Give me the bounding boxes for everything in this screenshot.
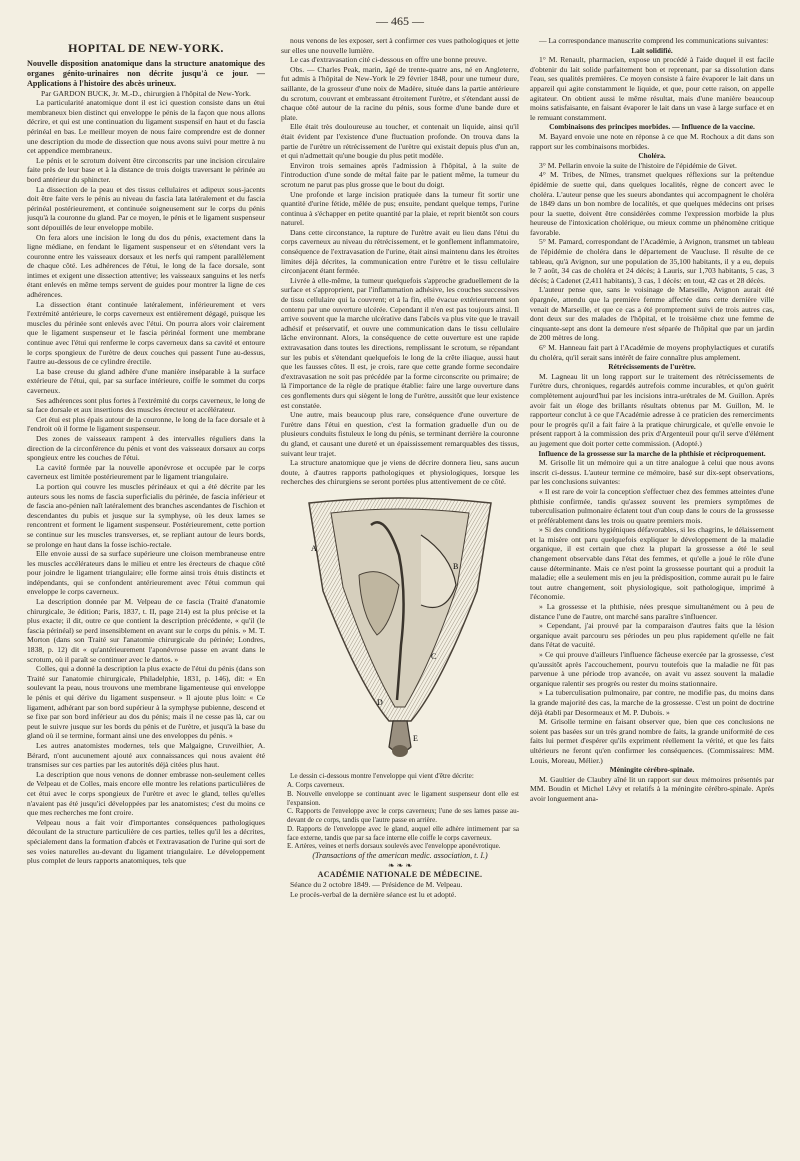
body-paragraph: Ses adhérences sont plus fortes à l'extrémité du corps caverneux, le long de sa face dorsale et aux insertions des muscles érecteur et accélérateur.: [27, 395, 265, 415]
body-paragraph: L'auteur pense que, sans le voisinage de Marseille, Avignon aurait été épargnée, attendu que la première femme affectée dans cette dernière ville venait de Marseille, et que ce cas a été promptement suivi de trois autres cas, dont deux sur des malades de l'hôpital, et le troisième chez une femme de cinquante-sept ans dont la demeure n'est séparée de l'hôpital que par un jardin de 200 mètres de long.: [530, 285, 774, 343]
source-citation: (Transactions of the american medic. association, t. I.): [312, 851, 488, 861]
body-paragraph: La description que nous venons de donner embrasse non-seulement celles de Velpeau et de Colles, mais encore elle montre les relations particulières de cet étui avec le corps spongieux de l'urètre et avec le gland, telles qu'elles n'avaient pas été jusqu'ici développées par les anatomistes; c'est du moins ce que mes recherches me font croire.: [27, 769, 265, 818]
body-paragraph: M. Gaultier de Claubry aîné lit un rapport sur deux mémoires présentés par MM. Boudin et Michel Lévy et relatifs à la méningite cérébro-spinale. Après avoir longuement ana-: [530, 774, 774, 803]
subsection-heading: Méningite cérébro-spinale.: [609, 765, 695, 775]
body-paragraph: 1° M. Renault, pharmacien, expose un procédé à l'aide duquel il est facile d'obtenir du lait solide parfaitement bon et reprenant, par sa dissolution dans l'eau, ses qualités premières. Ce moyen consiste à faire évaporer le lait dans un appareil qui agite constamment le liquide, et que, pour cette raison, on appelle agitateur. On obtient aussi le même résultat, mais d'une manière beaucoup moins satisfaisante, en faisant évaporer le lait dans un vase à large surface et en le remuant constamment.: [530, 55, 774, 122]
body-paragraph: Le pénis et le scrotum doivent être circonscrits par une incision circulaire faite près de leur base et à la distance de trois doigts traversant le périnée au bord antérieur du sphincter.: [27, 155, 265, 184]
legend-item: D. Rapports de l'enveloppe avec le gland, auquel elle adhère intimement par sa face externe, tandis que par sa face interne elle coiffe le corps caverneux.: [287, 824, 519, 842]
legend-item: B. Nouvelle enveloppe se continuant avec le ligament suspenseur dont elle est l'expansion.: [287, 789, 519, 807]
anatomical-illustration: [281, 495, 519, 767]
body-paragraph: La description donnée par M. Velpeau de ce fascia (Traité d'anatomie chirurgicale, 3e édition; Paris, 1837, t. II, page 214) est la plus précise et la plus exacte; il dit, outre ce que contient la description précédente, « qu'il (le fascia périnéal) se perd insensiblement en avant sur le corps du pénis. » M. T. Morton (dans son Traité sur l'anatomie chirurgicale du périnée; Londres, 1838, p. 12) dit « qu'antérieurement l'aponévrose passe en avant dans le scrotum, où il paraît se continuer avec le dartos. »: [27, 597, 265, 664]
body-paragraph: Une profonde et large incision pratiquée dans la tumeur fit sortir une quantité d'urine fétide, mêlée de pus; ensuite, pendant quelque temps, l'urine continua à s'échapper en petite quantité par la plaie, et reprit bientôt son cours naturel.: [281, 189, 519, 228]
body-paragraph: Les autres anatomistes modernes, tels que Malgaigne, Cruveilhier, A. Bérard, n'ont aucunement ajouté aux connaissances qui nous avaient été transmises sur ces parties par les autorités déjà citées plus haut.: [27, 740, 265, 770]
body-paragraph: » Si des conditions hygiéniques défavorables, si les chagrins, le délaissement et la misère ont paru quelquefois expliquer le développement de la maladie organique, il est certain que chez la plupart la grossesse a été le seul changement observable dans l'état des femmes, et qu'elle a joué le rôle d'une cause déterminante. Mais ce n'est point la grossesse pourtant qui a produit la maladie; elle a seulement mis en jeu la prédisposition, comme aurait pu le faire tout autre changement, soit physiologique, soit pathologique, imprimé à l'économie.: [530, 525, 774, 602]
body-paragraph: La dissection étant continuée latéralement, inférieurement et vers l'extrémité antérieure, le corps caverneux est entièrement dégagé, puisque les muscles du périnée sont enlevés avec l'étui. On pourra alors voir clairement que le ligament suspenseur et le fascia périnéal forment une membrane continue avec l'étui qui renferme le corps caverneux dans sa cavité et entoure le corps spongieux de l'urètre de deux couches qui passent l'une au-dessus, l'autre au-dessous de ce cylindre érectile.: [27, 299, 265, 367]
correspondence-sections: [530, 46, 774, 804]
article-title: Nouvelle disposition anatomique dans la structure anatomique des organes génito-urinaires non décrite jusqu'à ce jour. — Applications à l'histoire des abcès urineux.: [27, 58, 265, 88]
fig-label-a: A: [311, 543, 317, 553]
body-paragraph: M. Lagneau lit un long rapport sur le traitement des rétrécissements de l'urètre durs, chroniques, regardés autrefois comme incurables, et qu'on guérit complètement aujourd'hui par les incisions intra-urétrales de M. Guillon. Après avoir fait un éloge des brillants résultats obtenus par M. Guillon, M. le rapporteur conclut à ce que l'Académie adresse à ce praticien des remerciments pour le progrès qu'il a fait faire à la pratique chirurgicale, et qu'elle envoie le présent rapport à la commission des prix d'Argenteuil pour qu'il serve d'élément au jugement que doit porter cette commission. (Adopté.): [530, 371, 774, 448]
session-line: Séance du 2 octobre 1849. — Présidence de M. Velpeau.: [290, 880, 463, 890]
subsection-heading: Choléra.: [638, 151, 666, 161]
body-paragraph: Une autre, mais beaucoup plus rare, conséquence d'une ouverture de l'urètre dans l'étui en question, c'est la formation graduelle d'un ou de plusieurs conduits fistuleux le long du pénis, se terminant derrière la couronne du gland, et causant une dureté et un épaississement remarquables des tissus, suivant leur trajet.: [281, 410, 519, 458]
article-body: [27, 98, 265, 866]
body-paragraph: M. Grisolle lit un mémoire qui a un titre analogue à celui que nous avons inscrit ci-dessus. L'auteur termine ce mémoire, basé sur dix-sept observations, par les conclusions suivantes:: [530, 458, 774, 487]
body-paragraph: Obs. — Charles Peak, marin, âgé de trente-quatre ans, né en Angleterre, fut admis à l'hôpital de New-York le 29 février 1848, pour une tumeur dure, saillante, de la grosseur d'une noix de Madère, située dans la partie antérieure du scrotum, couvrant et embrassant étroitement l'urètre, et s'étendant aussi de chaque côté autour de la racine du pénis, sous forme d'une bande dure et plate.: [281, 64, 519, 122]
body-paragraph: Dans cette circonstance, la rupture de l'urètre avait eu lieu dans l'étui du corps caverneux au niveau du rétrécissement, et le gonflement inflammatoire, conséquence de l'extravasation de l'urine, était ainsi maintenu dans les étroites limites déjà décrites, la communication entre l'urètre et le tissu cellulaire circonjacent étant fermée.: [281, 227, 519, 276]
body-paragraph: La base creuse du gland adhère d'une manière inséparable à la surface extérieure de l'étui, qui, par sa surface intérieure, coiffe le sommet du corps caverneux.: [27, 366, 265, 395]
body-paragraph: Environ trois semaines après l'admission à l'hôpital, à la suite de l'introduction d'une sonde de métal faite par le patient même, la tumeur du scrotum ne parut pas plus grosse que le bout du doigt.: [281, 160, 519, 189]
page-number: — 465 —: [376, 14, 424, 28]
legend-item: C. Rapports de l'enveloppe avec le corps caverneux; l'une de ses lames passe au-devant de ce corps, tandis que l'autre passe en arrière.: [287, 807, 519, 825]
ornament-divider: ❧ ❧ ❧: [387, 860, 413, 870]
column-right: [530, 36, 774, 1152]
subsection-heading: Influence de la grossesse sur la marche de la phthisie et réciproquement.: [538, 448, 766, 458]
body-paragraph: 3° M. Pellarin envoie la suite de l'histoire de l'épidémie de Givet.: [539, 160, 737, 170]
body-paragraph: Elle était très douloureuse au toucher, et contenait un liquide, ainsi qu'il était évident par l'existence d'une fluctuation profonde. On trouva dans la partie de l'urètre un rétrécissement de l'urètre qui existait depuis plus d'un an, et qui n'admettait qu'une bougie du plus petit modèle.: [281, 122, 519, 161]
body-paragraph: Des zones de vaisseaux rampent à des intervalles réguliers dans la direction de la circonférence du pénis et vont des vaisseaux dorsaux au corps spongieux entre les couches de l'étui.: [27, 433, 265, 463]
academy-heading: ACADÉMIE NATIONALE DE MÉDECINE.: [317, 870, 483, 880]
fig-label-c: C: [431, 651, 437, 661]
legend-item: E. Artères, veines et nerfs dorsaux soulevés avec l'enveloppe aponévrotique.: [287, 842, 501, 851]
fig-label-e: E: [413, 733, 418, 743]
penis-sheath-figure: [281, 495, 519, 767]
body-paragraph: La particularité anatomique dont il est ici question consiste dans un étui membraneux bien distinct qui enveloppe le pénis de la façon que nous allons décrire, et qui est une continuation du ligament suspensif en haut et du fascia périnéal en bas. Le meilleur moyen de nous faire comprendre est de donner une description du mode de dissection que nous avons suivi pour mettre à nu cet appendice membraneux.: [27, 98, 265, 156]
fig-label-b: B: [453, 561, 459, 571]
article-author: Par GARDON BUCK, Jr. M.-D., chirurgien à l'hôpital de New-York.: [41, 88, 251, 98]
body-paragraph: Colles, qui a donné la description la plus exacte de l'étui du pénis (dans son Traité sur l'anatomie chirurgicale, Philadelphie, 1831, p. 146), dit: « En soulevant la peau, nous trouvons une membrane ligamenteuse qui enveloppe le pénis et qui dérive du ligament suspenseur. » Il ajoute plus loin: « Ce ligament, adhérant par son bord supérieur à la symphyse pubienne, descend et se fixe par son bord inférieur au dos du pénis; mais il ne cesse pas là, car ou peut le suivre jusque sur les bords du pénis et de l'urètre, et jusqu'à la base du gland où il se termine, formant ainsi une des enveloppes du pénis. »: [27, 664, 265, 741]
subsection-heading: Combinaisons des principes morbides. — Influence de la vaccine.: [549, 122, 755, 132]
body-paragraph: » La tuberculisation pulmonaire, par contre, ne modifie pas, du moins dans la grande majorité des cas, la marche de la grossesse. C'est un point de doctrine déjà établi par Desormeaux et M. P. Dubois. »: [530, 688, 774, 717]
correspondence-intro: — La correspondance manuscrite comprend les communications suivantes:: [539, 36, 769, 45]
figure-caption: Le dessin ci-dessous montre l'enveloppe qui vient d'être décrite:: [290, 771, 474, 780]
body-paragraph: La structure anatomique que je viens de décrire donnera lieu, sans aucun doute, à d'autres rapports pathologiques et physiologiques, lorsque les recherches des chirurgiens se seront portées plus attentivement de ce côté.: [281, 458, 519, 487]
body-paragraph: 4° M. Tribes, de Nîmes, transmet quelques réflexions sur la prétendue épidémie de suette qui, dans quelques localités, règne de concert avec le choléra. L'auteur pense que les sueurs abondantes qui accompagnent le choléra de 1849 dans un bon nombre de localités, et que quelques médecins ont prises pour la suette, doivent être considérées comme l'expression morbide la plus heureuse de l'intoxication cholérique, ou mieux comme un phénomène critique favorable.: [530, 170, 774, 237]
figure-caption-block: [281, 772, 519, 781]
minutes-line: Le procès-verbal de la dernière séance est lu et adopté.: [290, 889, 457, 899]
column-middle: [281, 36, 519, 1152]
body-paragraph: Cet étui est plus épais autour de la couronne, le long de la face dorsale et à l'endroit où il forme le ligament suspenseur.: [27, 414, 265, 434]
body-paragraph: Elle envoie aussi de sa surface supérieure une cloison membraneuse entre les muscles accélérateurs dans le milieu et entre les érecteurs de chaque côté pour joindre le ligament triangulaire; elle forme ainsi trois étuis distincts et indépendants, qui se confondent antérieurement avec l'étui commun qui enveloppe le corps caverneux.: [27, 549, 265, 597]
legend-item: A. Corps caverneux.: [287, 780, 345, 789]
subsection-heading: Lait solidifié.: [631, 45, 673, 55]
body-paragraph: nous venons de les exposer, sert à confirmer ces vues pathologiques et jette sur elles une nouvelle lumière.: [281, 36, 519, 55]
body-paragraph: La cavité formée par la nouvelle aponévrose et occupée par le corps caverneux est limitée postérieurement par le ligament triangulaire.: [27, 462, 265, 482]
body-paragraph: La dissection de la peau et des tissus cellulaires et adipeux sous-jacents doit être faite vers le pénis au niveau du fascia lata latéralement et du fascia périnéal postérieurement, et continuée soigneusement sur le corps du pénis jusqu'à la couronne du gland. Par ce moyen, le pénis et le ligament suspenseur sont dépouillés de leur enveloppe mobile.: [27, 184, 265, 232]
body-paragraph: Le cas d'extravasation cité ci-dessous en offre une bonne preuve.: [290, 55, 487, 65]
body-paragraph: On fera alors une incision le long du dos du pénis, exactement dans la ligne médiane, en fendant le ligament suspenseur et en s'étendant vers la couronne entre les vaisseaux dorsaux et les nerfs qui rampent parallèlement de chaque côté. Les adhérences de l'étui, le long de la face dorsale, sont intimes et exigent une dissection attentive; les vaisseaux sanguins et les nerfs étant enlevés en même temps servent de guides pour montrer la ligne de ces adhérences.: [27, 232, 265, 300]
article-continuation: [281, 36, 519, 487]
subsection-heading: Rétrécissements de l'urètre.: [608, 362, 696, 372]
body-paragraph: La portion qui couvre les muscles périnéaux et qui a été décrite par les auteurs sous les noms de fascia superficialis du périnée, de fascia inférieur et de fascia ano-pénien naît latéralement des branches ascendantes de l'ischion et descendantes du pubis et jusque sur la symphyse, où les deux lames se rencontrent et forment le ligament suspenseur. Postérieurement, cette portion se continue sur les muscles transverses, et, se repliant autour de leurs bords, se prolonge en haut dans la fosse ischio-rectale.: [27, 481, 265, 549]
body-paragraph: 6° M. Hanneau fait part à l'Académie de moyens prophylactiques et curatifs du choléra, qu'il serait sans intérêt de faire connaître plus amplement.: [530, 343, 774, 362]
body-paragraph: M. Grisolle termine en faisant observer que, bien que ces conclusions ne soient pas basées sur un très grand nombre de faits, la grande uniformité de ces faits lui permet d'espérer qu'ils expriment réellement la vérité, et que les faits ultérieurs ne feront qu'en confirmer les conséquences. (Commissaires: MM. Louis, Moreau, Mélier.): [530, 717, 774, 765]
figure-legend: [281, 781, 519, 851]
body-paragraph: « Il est rare de voir la conception s'effectuer chez des femmes atteintes d'une phthisie confirmée, tandis qu'assez souvent les premiers symptômes de tuberculisation pulmonaire éclatent tout d'un coup dans le cours de la grossesse et préférablement dans les trois ou quatre premiers mois.: [530, 486, 774, 525]
column-left: [27, 36, 265, 1152]
body-paragraph: » Ce qui prouve d'ailleurs l'influence fâcheuse exercée par la grossesse, c'est qu'aussitôt après l'accouchement, pourvu toutefois que la maladie ne fût pas parvenue à une période trop avancée, on avait vu assez souvent la maladie organique ralentir ses progrès ou rester du moins stationnaire.: [530, 650, 774, 688]
fig-label-d: D: [377, 697, 383, 707]
section-heading-hopital: HOPITAL DE NEW-YORK.: [68, 41, 224, 55]
body-paragraph: » Cependant, j'ai prouvé par la comparaison d'autres faits que la lésion organique avait parcouru ses périodes un peu plus rapidement qu'elle ne fait dans l'état de vacuité.: [530, 621, 774, 650]
body-paragraph: Livrée à elle-même, la tumeur quelquefois s'approche graduellement de la surface et s'approprient, par l'inflammation adhésive, les couches successives de tissu cellulaire qui la couvrent; et à la fin, elle évacue extérieurement son contenu par une ouverture ulcérée. Cependant il n'en est pas toujours ainsi. Il arrive souvent que la marche ulcérative dans l'abcès va plus vite que le travail adhésif et préservatif, et ouvre une communication dans le tissu cellulaire lâche environnant. Alors, la conséquence de cette ouverture est une rapide extravasation dans toutes les directions, remplissant le scrotum, se répandant sur les pubis et s'étendant quelquefois le long de la crête iliaque, aussi haut que les fausses côtes. Il est, je crois, rare que cette grande forme secondaire d'extravasation ne soit pas précédée par la forme circonscrite ou primaire; de là l'importance de la règle de pratique établie: faire une large ouverture dans ces gonflements durs qui siègent le long de l'urètre, aussitôt que leur existence est constatée.: [281, 275, 519, 410]
body-paragraph: Velpeau nous a fait voir d'importantes conséquences pathologiques découlant de la structure particulière de ces parties, telles qu'il les a décrites, spécialement dans la formation d'abcès et l'extravasation de l'urine qui sort de ses voies naturelles au-devant du ligament triangulaire. Le développement plus complet de leurs rapports anatomiques, tels que: [27, 817, 265, 866]
body-paragraph: 5° M. Pamard, correspondant de l'Académie, à Avignon, transmet un tableau de l'épidémie de choléra dans le département de Vaucluse. Il résulte de ce tableau, qu'à Avignon, sur une population de 35,100 habitants, il y a eu, depuis le 7 août, 34 cas de choléra et 24 décès; à Lauris, sur 1,703 habitants, 5 cas, 3 décès; à Cadenet (2,411 habitants), 3 cas, 1 décès: en tout, 42 cas et 28 décès.: [530, 237, 774, 285]
body-paragraph: » La grossesse et la phthisie, nées presque simultanément ou à peu de distance l'une de l'autre, ont marché sans paraître s'influencer.: [530, 602, 774, 621]
body-paragraph: M. Bayard envoie une note en réponse à ce que M. Rochoux a dit dans son rapport sur les combinaisons morbides.: [530, 131, 774, 151]
